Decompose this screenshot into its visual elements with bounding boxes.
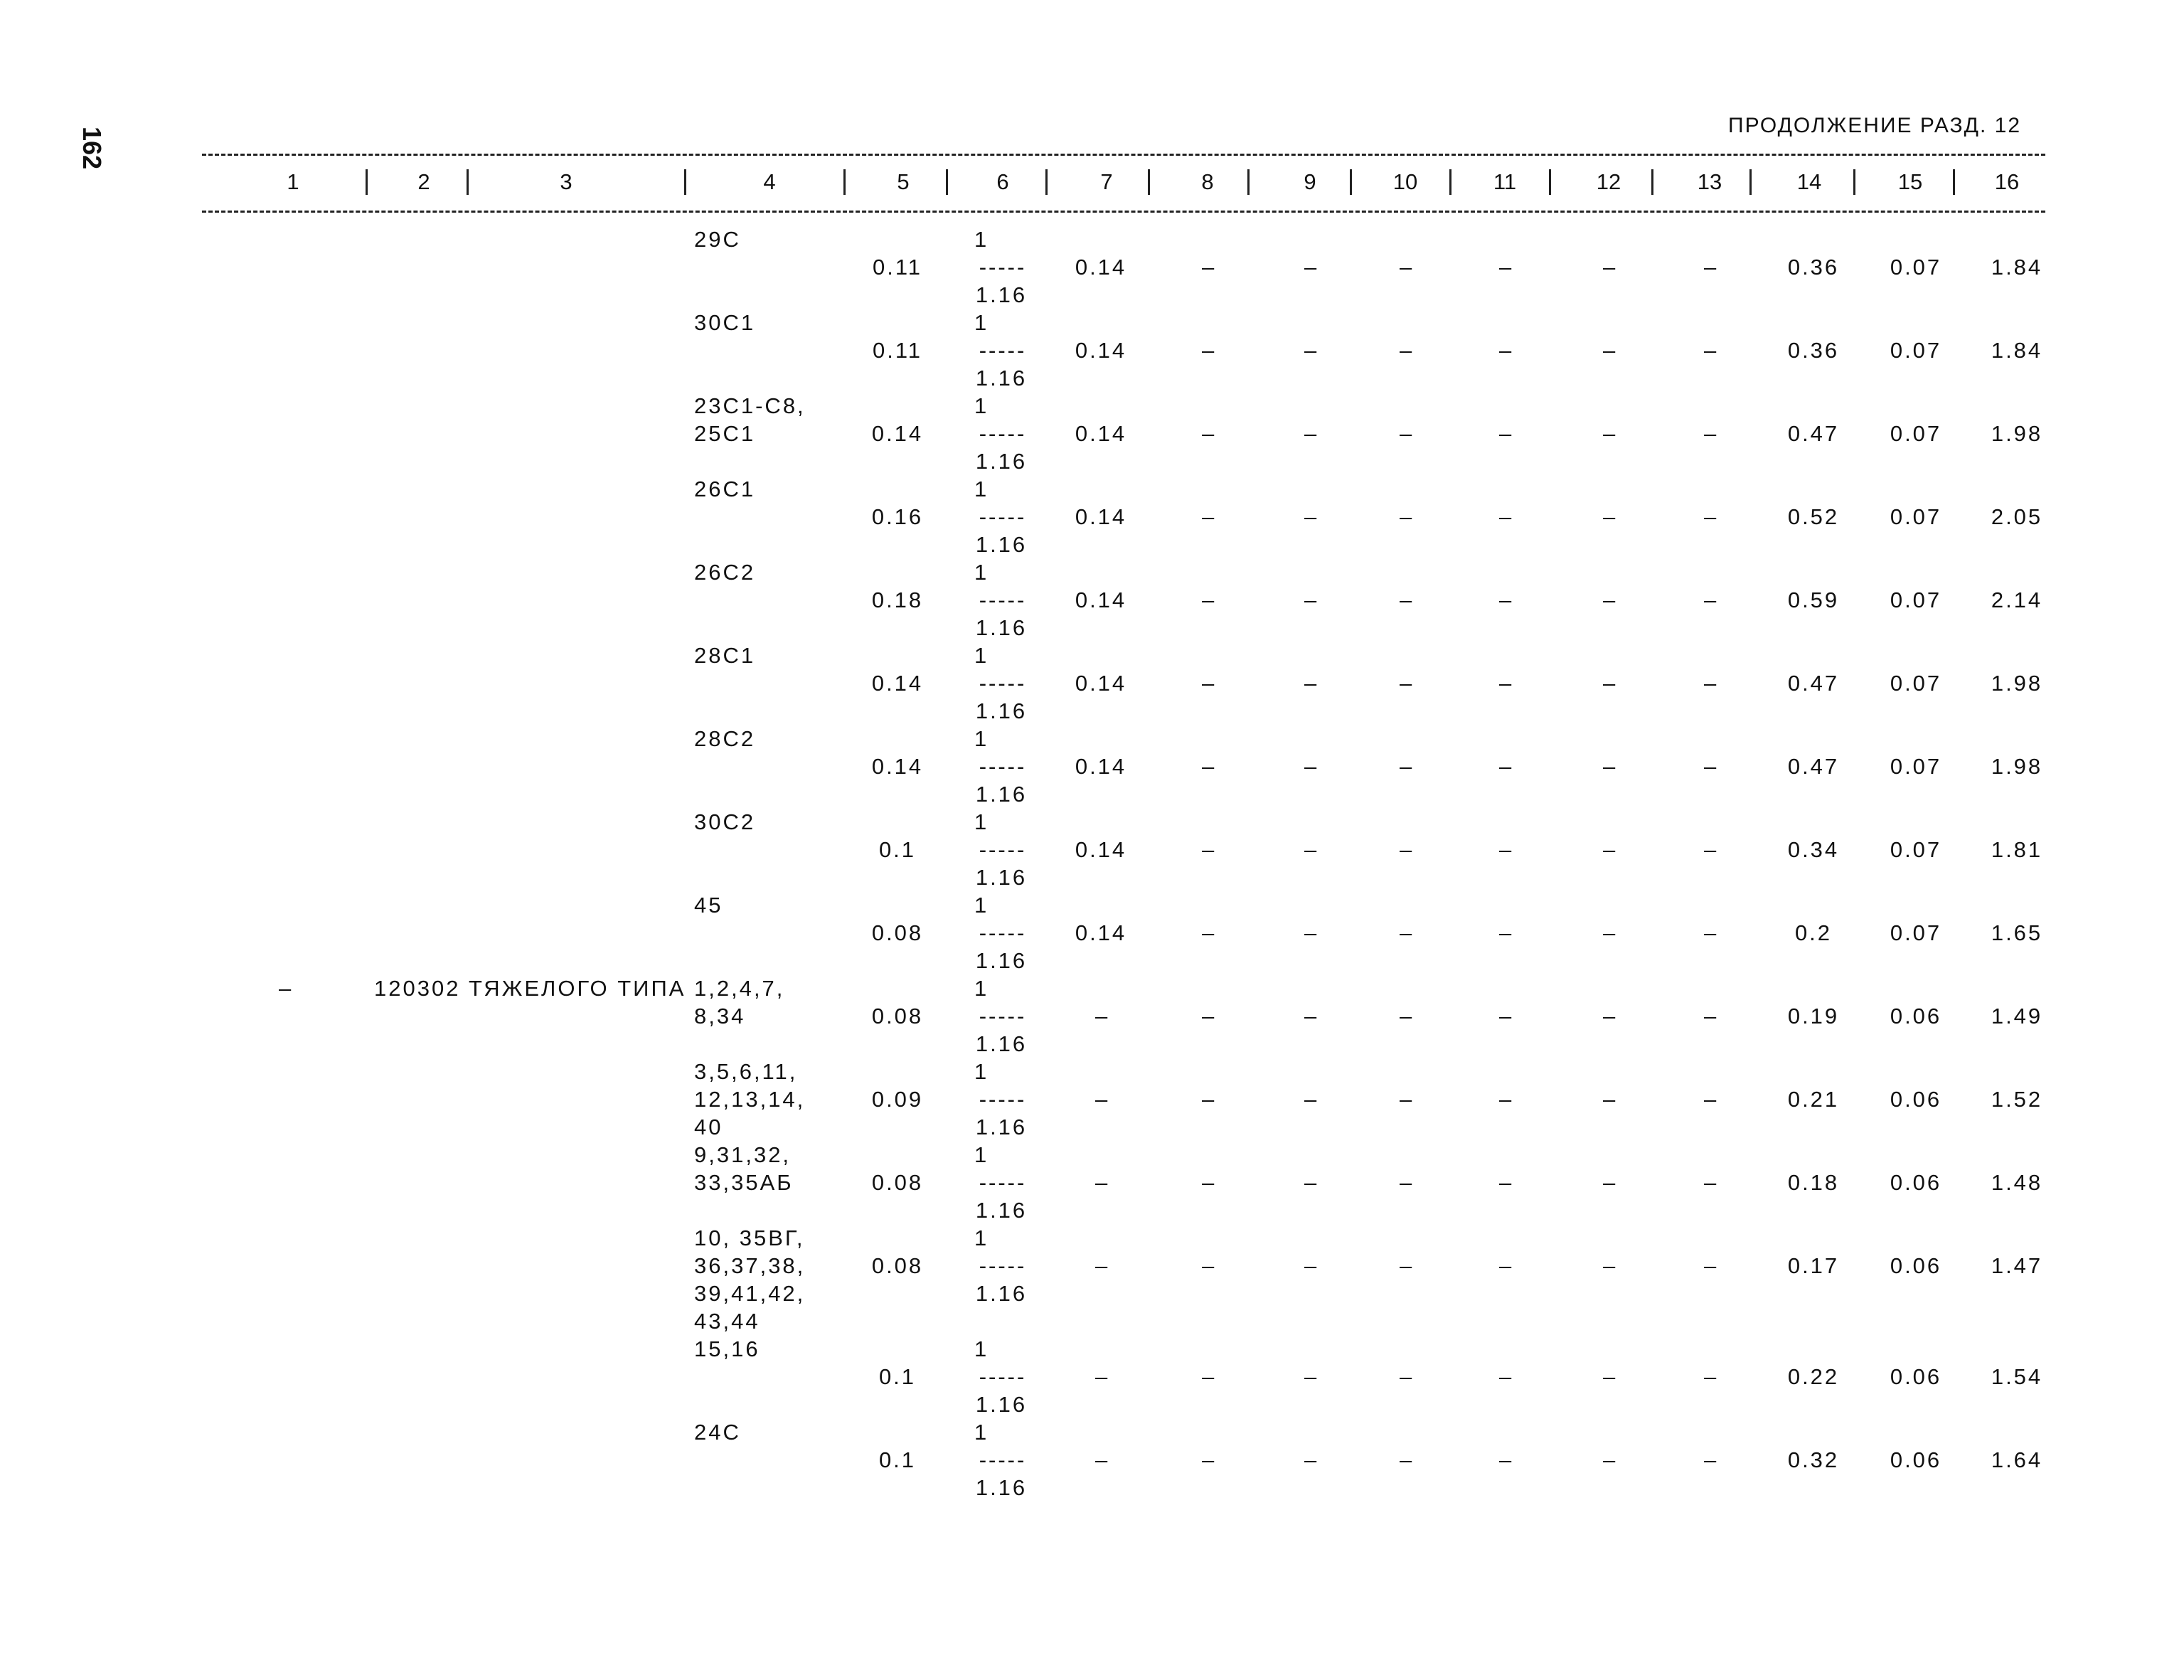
fraction-denominator: 1.16 <box>975 366 1028 390</box>
cell-dash: – <box>1499 1004 1514 1028</box>
fraction-numerator: 1 <box>974 310 989 335</box>
cell-col5: 0.14 <box>871 421 924 446</box>
cell-col16: 2.05 <box>1991 504 2043 529</box>
cell-col15: 0.07 <box>1890 588 1942 612</box>
column-header-13: 13 <box>1697 169 1722 194</box>
cell-col14: 0.17 <box>1787 1253 1840 1278</box>
cell-col7: 0.14 <box>1075 504 1127 529</box>
cell-col16: 1.64 <box>1991 1447 2043 1472</box>
fraction-line: ----- <box>979 1447 1027 1472</box>
cell-designation: 24С <box>694 1420 741 1445</box>
cell-dash: – <box>1304 754 1319 779</box>
cell-dash: – <box>1704 1170 1719 1195</box>
cell-col14: 0.47 <box>1787 421 1840 446</box>
cell-col16: 2.14 <box>1991 588 2043 612</box>
fraction-line: ----- <box>979 837 1027 862</box>
cell-col7: 0.14 <box>1075 837 1127 862</box>
cell-col5: 0.11 <box>872 255 923 280</box>
cell-dash: – <box>1603 504 1618 529</box>
cell-dash: – <box>1603 1253 1618 1278</box>
fraction-line: ----- <box>979 1364 1027 1389</box>
cell-dash: – <box>1499 1170 1514 1195</box>
fraction-numerator: 1 <box>974 726 989 751</box>
cell-designation: 26С1 <box>694 477 756 501</box>
cell-col5: 0.1 <box>878 837 917 862</box>
cell-dash: – <box>1603 837 1618 862</box>
fraction-numerator: 1 <box>974 393 989 418</box>
fraction-denominator: 1.16 <box>975 1115 1028 1139</box>
cell-dash: – <box>1202 338 1217 363</box>
cell-col5: 0.1 <box>878 1364 917 1389</box>
cell-dash: – <box>1304 255 1319 280</box>
column-header-14: 14 <box>1796 169 1822 194</box>
cell-col7: 0.14 <box>1075 920 1127 945</box>
cell-col7: – <box>1095 1364 1110 1389</box>
fraction-denominator: 1.16 <box>975 782 1028 807</box>
fraction-denominator: 1.16 <box>975 532 1028 557</box>
cell-designation: 15,16 <box>694 1336 760 1361</box>
column-header-11: 11 <box>1493 169 1517 194</box>
cell-col15: 0.07 <box>1890 338 1942 363</box>
fraction-line: ----- <box>979 588 1027 612</box>
column-header-8: 8 <box>1201 169 1214 194</box>
cell-col15: 0.06 <box>1890 1253 1942 1278</box>
column-header-1: 1 <box>287 169 299 194</box>
cell-dash: – <box>1603 1087 1618 1112</box>
column-header-6: 6 <box>996 169 1009 194</box>
cell-dash: – <box>1304 1253 1319 1278</box>
cell-col7: – <box>1095 1447 1110 1472</box>
cell-dash: – <box>1603 338 1618 363</box>
fraction-line: ----- <box>979 338 1027 363</box>
cell-dash: – <box>1202 1004 1217 1028</box>
fraction-denominator: 1.16 <box>975 449 1028 474</box>
cell-col5: 0.08 <box>871 1004 924 1028</box>
cell-dash: – <box>1499 671 1514 696</box>
cell-dash: – <box>1499 338 1514 363</box>
cell-col5: 0.11 <box>872 338 923 363</box>
fraction-numerator: 1 <box>974 1420 989 1445</box>
cell-dash: – <box>1704 1364 1719 1389</box>
cell-dash: – <box>1603 255 1618 280</box>
cell-designation: 10, 35ВГ, <box>694 1226 805 1250</box>
cell-col7: – <box>1095 1004 1110 1028</box>
cell-col7: 0.14 <box>1075 421 1127 446</box>
fraction-numerator: 1 <box>974 893 989 918</box>
cell-dash: – <box>1704 1087 1719 1112</box>
fraction-numerator: 1 <box>974 809 989 834</box>
cell-dash: – <box>1202 837 1217 862</box>
fraction-line: ----- <box>979 421 1027 446</box>
cell-dash: – <box>1499 1087 1514 1112</box>
column-header-5: 5 <box>897 169 910 194</box>
cell-dash: – <box>1400 421 1415 446</box>
fraction-numerator: 1 <box>974 1142 989 1167</box>
cell-dash: – <box>1400 1364 1415 1389</box>
cell-dash: – <box>1202 255 1217 280</box>
cell-designation: 28С1 <box>694 643 756 668</box>
column-header-2: 2 <box>417 169 430 194</box>
cell-col16: 1.47 <box>1991 1253 2043 1278</box>
cell-col5: 0.08 <box>871 1253 924 1278</box>
cell-col15: 0.07 <box>1890 504 1942 529</box>
fraction-line: ----- <box>979 1253 1027 1278</box>
fraction-line: ----- <box>979 920 1027 945</box>
cell-dash: – <box>1603 1170 1618 1195</box>
cell-col5: 0.18 <box>871 588 924 612</box>
cell-dash: – <box>1304 588 1319 612</box>
cell-dash: – <box>1400 1170 1415 1195</box>
cell-col7: – <box>1095 1253 1110 1278</box>
cell-dash: – <box>1603 1447 1618 1472</box>
cell-designation: 36,37,38, <box>694 1253 806 1278</box>
cell-col7: 0.14 <box>1075 671 1127 696</box>
fraction-line: ----- <box>979 671 1027 696</box>
cell-dash: – <box>1499 1364 1514 1389</box>
fraction-denominator: 1.16 <box>975 1198 1028 1223</box>
cell-designation: 8,34 <box>694 1004 746 1028</box>
cell-dash: – <box>1304 920 1319 945</box>
cell-dash: – <box>1704 421 1719 446</box>
column-header-3: 3 <box>560 169 572 194</box>
fraction-numerator: 1 <box>974 227 989 252</box>
cell-dash: – <box>1704 754 1719 779</box>
cell-col7: – <box>1095 1087 1110 1112</box>
cell-dash: – <box>1499 920 1514 945</box>
column-header-7: 7 <box>1100 169 1113 194</box>
cell-dash: – <box>1400 1087 1415 1112</box>
fraction-numerator: 1 <box>974 1226 989 1250</box>
column-header-12: 12 <box>1596 169 1621 194</box>
cell-dash: – <box>1704 1447 1719 1472</box>
cell-dash: – <box>1304 1087 1319 1112</box>
fraction-denominator: 1.16 <box>975 1031 1028 1056</box>
cell-col16: 1.52 <box>1991 1087 2043 1112</box>
cell-dash: – <box>1704 837 1719 862</box>
cell-dash: – <box>1304 837 1319 862</box>
cell-col15: 0.07 <box>1890 754 1942 779</box>
cell-dash: – <box>1499 754 1514 779</box>
cell-col15: 0.07 <box>1890 255 1942 280</box>
cell-col7: 0.14 <box>1075 754 1127 779</box>
column-header-10: 10 <box>1392 169 1418 194</box>
cell-dash: – <box>1400 1447 1415 1472</box>
cell-designation: 1,2,4,7, <box>694 976 785 1001</box>
cell-dash: – <box>1304 421 1319 446</box>
fraction-numerator: 1 <box>974 976 989 1001</box>
cell-dash: – <box>1304 1364 1319 1389</box>
cell-dash: – <box>1704 1253 1719 1278</box>
fraction-denominator: 1.16 <box>975 1392 1028 1417</box>
cell-col14: 0.18 <box>1787 1170 1840 1195</box>
column-header-4: 4 <box>763 169 776 194</box>
cell-dash: – <box>1603 1364 1618 1389</box>
cell-col16: 1.54 <box>1991 1364 2043 1389</box>
cell-dash: – <box>1400 671 1415 696</box>
column-header-16: 16 <box>1994 169 2020 194</box>
cell-dash: – <box>1400 504 1415 529</box>
cell-col14: 0.36 <box>1787 255 1840 280</box>
cell-dash: – <box>1202 920 1217 945</box>
cell-dash: – <box>1304 1447 1319 1472</box>
cell-col14: 0.32 <box>1787 1447 1840 1472</box>
cell-designation: 28С2 <box>694 726 756 751</box>
cell-col15: 0.07 <box>1890 837 1942 862</box>
cell-col14: 0.21 <box>1787 1087 1840 1112</box>
cell-dash: – <box>1202 1253 1217 1278</box>
cell-col15: 0.06 <box>1890 1087 1942 1112</box>
cell-dash: – <box>1304 1170 1319 1195</box>
cell-designation: 30С1 <box>694 310 756 335</box>
cell-dash: – <box>1202 588 1217 612</box>
fraction-denominator: 1.16 <box>975 948 1028 973</box>
cell-col5: 0.08 <box>871 1170 924 1195</box>
cell-designation: 33,35АБ <box>694 1170 794 1195</box>
column-header-15: 15 <box>1897 169 1923 194</box>
cell-dash: – <box>1202 754 1217 779</box>
cell-col16: 1.48 <box>1991 1170 2043 1195</box>
cell-dash: – <box>1400 338 1415 363</box>
fraction-denominator: 1.16 <box>975 865 1028 890</box>
cell-col14: 0.2 <box>1794 920 1833 945</box>
cell-col16: 1.84 <box>1991 338 2043 363</box>
fraction-numerator: 1 <box>974 477 989 501</box>
cell-dash: – <box>1499 1447 1514 1472</box>
cell-col14: 0.52 <box>1787 504 1840 529</box>
cell-col15: 0.06 <box>1890 1004 1942 1028</box>
cell-dash: – <box>1603 754 1618 779</box>
cell-dash: – <box>1704 504 1719 529</box>
column-header-9: 9 <box>1304 169 1316 194</box>
cell-col16: 1.98 <box>1991 671 2043 696</box>
cell-dash: – <box>1400 1253 1415 1278</box>
cell-col15: 0.06 <box>1890 1447 1942 1472</box>
cell-col14: 0.22 <box>1787 1364 1840 1389</box>
cell-dash: – <box>1603 920 1618 945</box>
cell-dash: – <box>1704 1004 1719 1028</box>
cell-dash: – <box>1704 255 1719 280</box>
cell-dash: – <box>1400 754 1415 779</box>
cell-dash: – <box>1499 255 1514 280</box>
section-continuation-note: ПРОДОЛЖЕНИЕ РАЗД. 12 <box>1728 114 2022 137</box>
cell-dash: – <box>1304 338 1319 363</box>
cell-col5: 0.08 <box>871 920 924 945</box>
group-col1-value: – <box>279 976 294 1001</box>
cell-dash: – <box>1603 421 1618 446</box>
cell-col15: 0.06 <box>1890 1364 1942 1389</box>
cell-col16: 1.98 <box>1991 754 2043 779</box>
cell-dash: – <box>1202 421 1217 446</box>
cell-designation: 40 <box>694 1115 723 1139</box>
cell-designation: 12,13,14, <box>694 1087 806 1112</box>
cell-col14: 0.59 <box>1787 588 1840 612</box>
cell-dash: – <box>1499 837 1514 862</box>
fraction-denominator: 1.16 <box>975 1475 1028 1500</box>
cell-dash: – <box>1603 671 1618 696</box>
fraction-line: ----- <box>979 255 1027 280</box>
cell-dash: – <box>1499 421 1514 446</box>
fraction-numerator: 1 <box>974 560 989 585</box>
group-name: 120302 ТЯЖЕЛОГО ТИПА <box>374 976 686 1001</box>
cell-col16: 1.98 <box>1991 421 2043 446</box>
cell-dash: – <box>1304 671 1319 696</box>
cell-col15: 0.07 <box>1890 920 1942 945</box>
cell-dash: – <box>1202 1364 1217 1389</box>
cell-dash: – <box>1202 1170 1217 1195</box>
cell-designation: 43,44 <box>694 1309 760 1334</box>
fraction-denominator: 1.16 <box>975 282 1028 307</box>
cell-col15: 0.06 <box>1890 1170 1942 1195</box>
cell-col14: 0.47 <box>1787 671 1840 696</box>
cell-designation: 30С2 <box>694 809 756 834</box>
cell-dash: – <box>1499 1253 1514 1278</box>
cell-col5: 0.1 <box>878 1447 917 1472</box>
cell-dash: – <box>1202 1087 1217 1112</box>
cell-dash: – <box>1704 338 1719 363</box>
cell-designation: 9,31,32, <box>694 1142 792 1167</box>
fraction-numerator: 1 <box>974 1059 989 1084</box>
cell-dash: – <box>1704 588 1719 612</box>
fraction-line: ----- <box>979 504 1027 529</box>
cell-dash: – <box>1202 671 1217 696</box>
cell-dash: – <box>1400 920 1415 945</box>
cell-dash: – <box>1603 1004 1618 1028</box>
cell-dash: – <box>1400 1004 1415 1028</box>
cell-designation: 25С1 <box>694 421 756 446</box>
cell-dash: – <box>1400 837 1415 862</box>
cell-col7: 0.14 <box>1075 588 1127 612</box>
cell-designation: 26С2 <box>694 560 756 585</box>
fraction-line: ----- <box>979 1004 1027 1028</box>
cell-col7: 0.14 <box>1075 338 1127 363</box>
fraction-denominator: 1.16 <box>975 698 1028 723</box>
cell-dash: – <box>1499 588 1514 612</box>
cell-col16: 1.81 <box>1991 837 2043 862</box>
cell-dash: – <box>1704 920 1719 945</box>
cell-dash: – <box>1704 671 1719 696</box>
cell-col16: 1.84 <box>1991 255 2043 280</box>
cell-col14: 0.47 <box>1787 754 1840 779</box>
cell-dash: – <box>1603 588 1618 612</box>
fraction-denominator: 1.16 <box>975 615 1028 640</box>
cell-dash: – <box>1304 504 1319 529</box>
cell-col5: 0.16 <box>871 504 924 529</box>
fraction-line: ----- <box>979 754 1027 779</box>
cell-col14: 0.36 <box>1787 338 1840 363</box>
cell-col14: 0.19 <box>1787 1004 1840 1028</box>
fraction-denominator: 1.16 <box>975 1281 1028 1306</box>
cell-col15: 0.07 <box>1890 671 1942 696</box>
cell-designation: 3,5,6,11, <box>694 1059 798 1084</box>
cell-dash: – <box>1202 504 1217 529</box>
cell-dash: – <box>1400 588 1415 612</box>
cell-col5: 0.14 <box>871 671 924 696</box>
cell-col7: – <box>1095 1170 1110 1195</box>
cell-designation: 39,41,42, <box>694 1281 806 1306</box>
cell-col5: 0.09 <box>871 1087 924 1112</box>
cell-col5: 0.14 <box>871 754 924 779</box>
cell-col16: 1.65 <box>1991 920 2043 945</box>
fraction-line: ----- <box>979 1087 1027 1112</box>
cell-col16: 1.49 <box>1991 1004 2043 1028</box>
cell-designation: 45 <box>694 893 723 918</box>
cell-dash: – <box>1499 504 1514 529</box>
fraction-numerator: 1 <box>974 643 989 668</box>
cell-dash: – <box>1304 1004 1319 1028</box>
fraction-line: ----- <box>979 1170 1027 1195</box>
cell-designation: 29С <box>694 227 741 252</box>
cell-col7: 0.14 <box>1075 255 1127 280</box>
cell-dash: – <box>1202 1447 1217 1472</box>
page-number: 162 <box>78 127 107 170</box>
fraction-numerator: 1 <box>974 1336 989 1361</box>
cell-designation: 23С1-С8, <box>694 393 806 418</box>
cell-dash: – <box>1400 255 1415 280</box>
cell-col15: 0.07 <box>1890 421 1942 446</box>
cell-col14: 0.34 <box>1787 837 1840 862</box>
